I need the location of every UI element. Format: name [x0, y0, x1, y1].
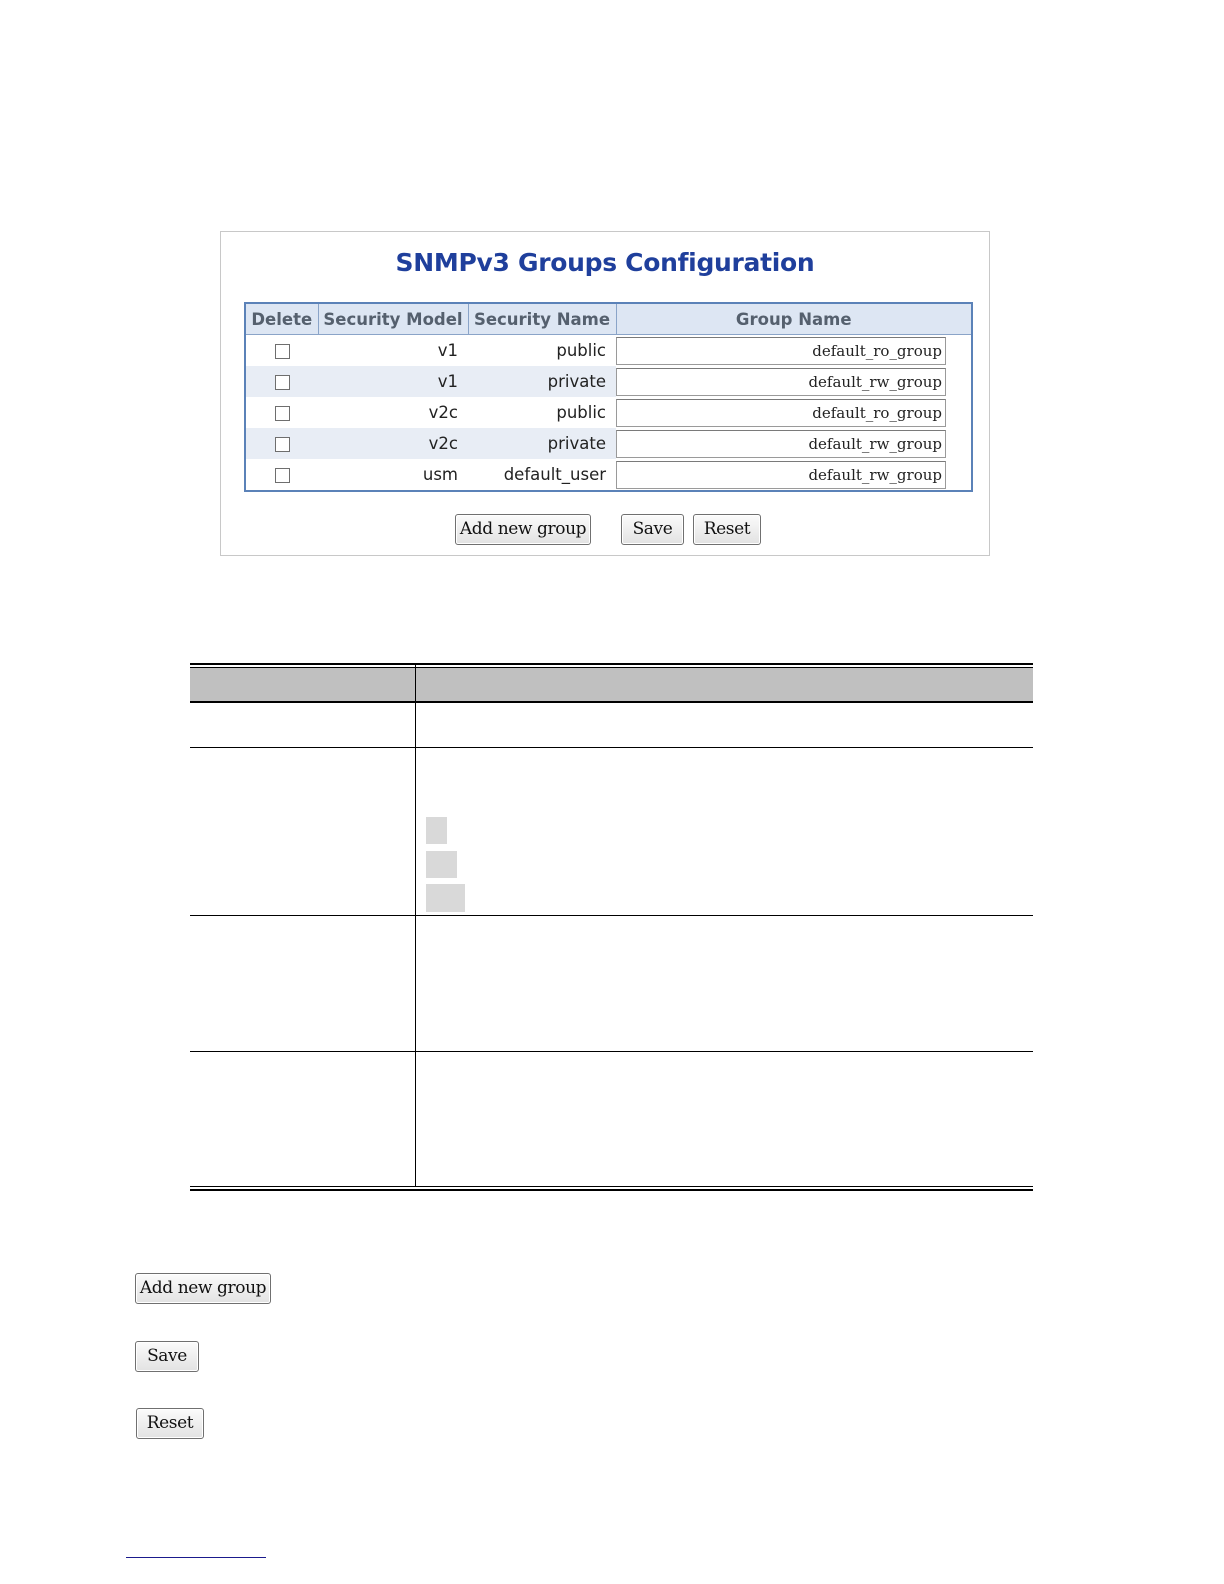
group-name-cell [616, 366, 972, 397]
table-header-row [245, 303, 972, 335]
delete-cell [245, 335, 318, 367]
delete-checkbox[interactable] [275, 406, 290, 421]
footer-link-underline [126, 1557, 266, 1558]
column-header-security-name: Security Name [468, 303, 616, 335]
table-row-divider [190, 747, 1033, 748]
parameter-description-table [190, 663, 1033, 1191]
column-divider [415, 663, 416, 1186]
security-model-cell: v2c [428, 403, 458, 422]
add-new-group-button[interactable]: Add new group [455, 514, 591, 545]
security-name-cell: public [556, 341, 606, 360]
table-row-divider [190, 1051, 1033, 1052]
column-header-delete: Delete [245, 303, 318, 335]
delete-cell [245, 366, 318, 397]
save-button[interactable]: Save [135, 1341, 199, 1372]
save-button[interactable]: Save [621, 514, 684, 545]
column-header-security-model: Security Model [318, 303, 468, 335]
group-name-input[interactable]: default_rw_group [616, 430, 946, 458]
security-model-cell: v2c [318, 428, 468, 459]
table-row-divider [190, 702, 1033, 703]
group-name-input[interactable]: default_ro_group [616, 337, 946, 365]
delete-checkbox[interactable] [275, 468, 290, 483]
group-name-cell [616, 428, 972, 459]
table-header-band [190, 668, 1033, 702]
table-rule [190, 663, 1033, 665]
security-name-cell: private [468, 428, 616, 459]
highlight-swatch [426, 851, 457, 878]
reset-button[interactable]: Reset [693, 514, 761, 545]
group-name-cell [616, 397, 972, 428]
group-name-cell [616, 335, 972, 367]
security-model-cell: usm [422, 465, 458, 484]
table-row [245, 335, 972, 367]
table-rule [190, 1186, 1033, 1187]
security-name-cell: private [468, 366, 616, 397]
group-name-input[interactable]: default_ro_group [616, 399, 946, 427]
group-name-input[interactable]: default_rw_group [616, 368, 946, 396]
groups-table [244, 302, 973, 492]
security-model-cell: v1 [318, 366, 468, 397]
group-name-input[interactable]: default_rw_group [616, 461, 946, 489]
group-name-cell [616, 459, 972, 491]
delete-cell [245, 428, 318, 459]
snmpv3-groups-panel [220, 231, 990, 556]
table-rule [190, 1189, 1033, 1191]
delete-checkbox[interactable] [275, 375, 290, 390]
delete-cell [245, 397, 318, 428]
page-title: SNMPv3 Groups Configuration [395, 248, 815, 277]
delete-cell [245, 459, 318, 491]
table-row-divider [190, 915, 1033, 916]
table-row [245, 397, 972, 428]
highlight-swatch [426, 884, 465, 912]
table-row [245, 366, 972, 397]
security-name-cell: default_user [503, 465, 606, 484]
delete-checkbox[interactable] [275, 344, 290, 359]
reset-button[interactable]: Reset [136, 1408, 204, 1439]
add-new-group-button[interactable]: Add new group [135, 1273, 271, 1304]
security-name-cell: public [556, 403, 606, 422]
delete-checkbox[interactable] [275, 437, 290, 452]
security-model-cell: v1 [437, 341, 458, 360]
table-row [245, 428, 972, 459]
column-header-group-name: Group Name [616, 303, 972, 335]
highlight-swatch [426, 817, 447, 844]
table-row [245, 459, 972, 491]
